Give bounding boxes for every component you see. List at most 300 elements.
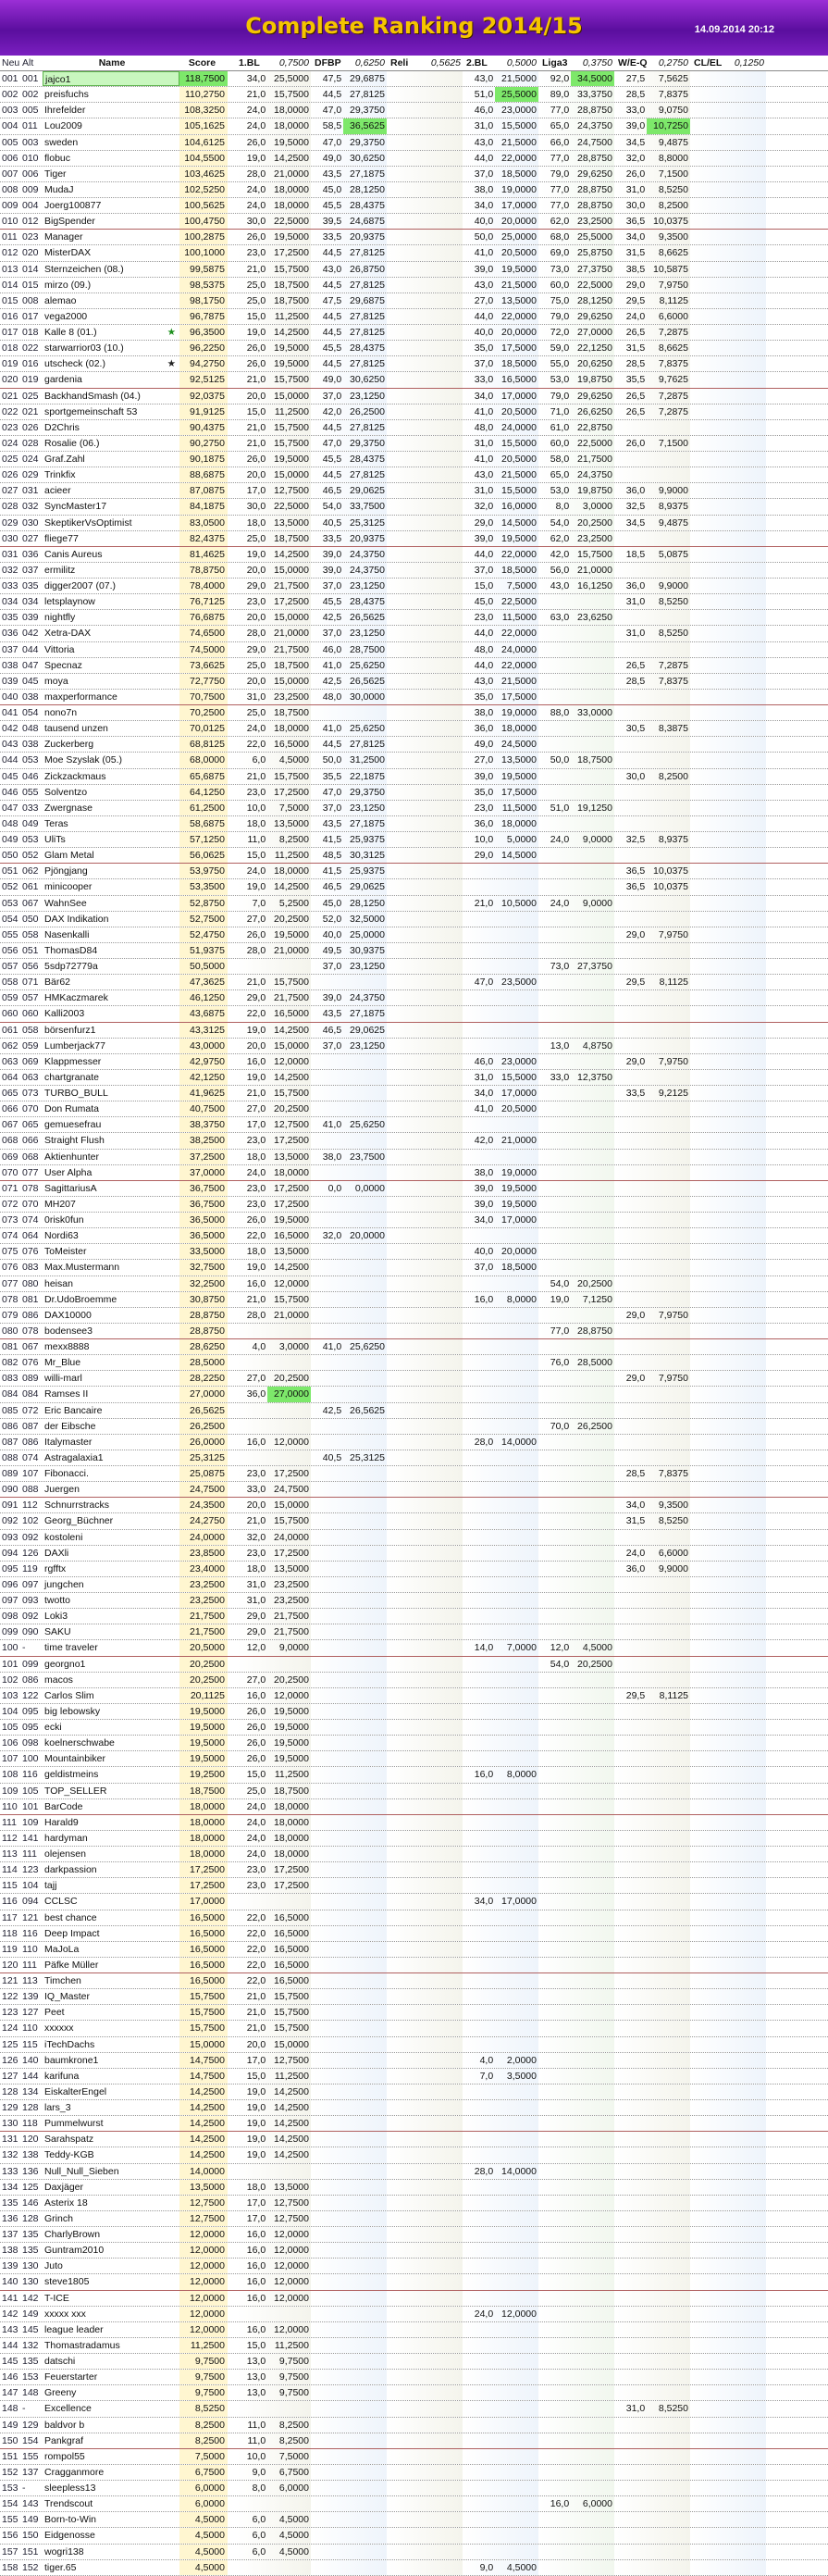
group-cell-DFBP bbox=[313, 1736, 387, 1750]
rank-old: 139 bbox=[22, 1991, 39, 2003]
player-name[interactable]: Carlos Slim bbox=[44, 1689, 94, 1701]
weighted-points: 12,0000 bbox=[274, 2323, 309, 2335]
player-name[interactable]: letsplaynow bbox=[44, 596, 95, 608]
player-name[interactable]: Astragalaxia1 bbox=[44, 1451, 104, 1463]
raw-points bbox=[692, 690, 723, 704]
player-name[interactable]: Greeny bbox=[44, 2387, 77, 2399]
weighted-points bbox=[495, 2385, 538, 2400]
weighted-points: 21,5000 bbox=[501, 136, 537, 148]
group-cell-Liga3 bbox=[540, 1070, 614, 1085]
group-cell-W/E-Q bbox=[616, 2449, 690, 2464]
raw-points bbox=[313, 2005, 343, 2020]
player-name[interactable]: IQ_Master bbox=[44, 1991, 91, 2003]
player-name[interactable]: baldvor b bbox=[44, 2419, 85, 2431]
raw-points: 28,5 bbox=[625, 675, 646, 687]
raw-points: 18,0 bbox=[246, 1562, 266, 1574]
player-name[interactable]: Mr_Blue bbox=[44, 1357, 81, 1369]
player-name[interactable]: tajj bbox=[44, 1880, 57, 1892]
group-cell-2.BL bbox=[464, 2338, 538, 2353]
player-name[interactable]: 0risk0fun bbox=[44, 1214, 84, 1226]
player-name[interactable]: Xetra-DAX bbox=[44, 628, 92, 640]
weighted-points bbox=[419, 1276, 463, 1291]
player-name[interactable]: User Alpha bbox=[44, 1166, 93, 1178]
player-name[interactable]: Zwergnase bbox=[44, 802, 93, 814]
player-name[interactable]: UliTs bbox=[44, 834, 66, 845]
weighted-points bbox=[723, 1910, 766, 1925]
player-name[interactable]: Juergen bbox=[44, 1484, 80, 1496]
group-cell-CL/EL bbox=[692, 721, 766, 736]
player-name[interactable]: Georg_Büchner bbox=[44, 1515, 114, 1527]
player-name[interactable]: BackhandSmash (04.) bbox=[44, 390, 141, 402]
group-cell-Reli bbox=[389, 1847, 463, 1861]
header-group-0[interactable] bbox=[237, 56, 311, 70]
group-cell-CL/EL bbox=[692, 1498, 766, 1512]
group-cell-DFBP bbox=[313, 2370, 387, 2384]
raw-points: 22,0 bbox=[246, 1943, 266, 1955]
weighted-points: 8,2500 bbox=[278, 2434, 309, 2446]
player-name[interactable]: jajco1 bbox=[43, 71, 179, 86]
raw-points bbox=[464, 2274, 495, 2289]
player-name[interactable]: Glam Metal bbox=[44, 850, 94, 862]
player-name[interactable]: best chance bbox=[44, 1911, 97, 1923]
group-cell-Liga3 bbox=[540, 1450, 614, 1465]
group-cell-Reli bbox=[389, 1624, 463, 1639]
total-score: 104,5500 bbox=[179, 151, 228, 166]
player-name[interactable]: kostoleni bbox=[44, 1531, 83, 1543]
group-cell-Reli bbox=[389, 1450, 463, 1465]
player-name[interactable]: sleepless13 bbox=[44, 2483, 96, 2494]
rank-new: 023 bbox=[2, 421, 19, 433]
player-name[interactable]: Ihrefelder bbox=[44, 105, 86, 117]
weighted-points bbox=[571, 1117, 614, 1132]
player-name[interactable]: Pankgraf bbox=[44, 2434, 84, 2446]
player-name[interactable]: acieer bbox=[44, 485, 71, 497]
weighted-points: 17,5000 bbox=[501, 342, 537, 355]
rank-old: 110 bbox=[22, 2022, 38, 2035]
player-name[interactable]: ToMeister bbox=[44, 1246, 87, 1258]
player-name[interactable]: sweden bbox=[44, 136, 79, 148]
player-name[interactable]: tiger.65 bbox=[44, 2561, 77, 2573]
raw-points bbox=[389, 1292, 419, 1307]
player-name[interactable]: nightfly bbox=[44, 612, 76, 624]
raw-points bbox=[389, 658, 419, 673]
player-name[interactable]: Teddy-KGB bbox=[44, 2149, 94, 2161]
player-name[interactable]: Aktienhunter bbox=[44, 1151, 99, 1163]
player-name[interactable]: Deep Impact bbox=[44, 1927, 100, 1939]
player-name[interactable]: moya bbox=[44, 675, 68, 687]
player-name[interactable]: MisterDAX bbox=[44, 247, 92, 259]
player-name[interactable]: Manager bbox=[44, 231, 83, 243]
player-name[interactable]: SkeptikerVsOptimist bbox=[44, 516, 132, 529]
raw-points: 21,0 bbox=[246, 2022, 266, 2035]
group-cell-Reli bbox=[389, 642, 463, 657]
raw-points bbox=[540, 674, 571, 689]
player-name[interactable]: league leader bbox=[44, 2323, 104, 2335]
raw-points bbox=[389, 483, 419, 498]
player-name[interactable]: Moe Szyslak (05.) bbox=[44, 754, 123, 766]
group-cell-DFBP bbox=[313, 1466, 387, 1481]
player-name[interactable]: ThomasD84 bbox=[44, 944, 98, 956]
raw-points: 30,5 bbox=[625, 723, 646, 735]
player-name[interactable]: geldistmeins bbox=[44, 1769, 99, 1781]
player-name[interactable]: BigSpender bbox=[44, 216, 95, 228]
group-cell-DFBP bbox=[313, 2322, 387, 2337]
group-cell-CL/EL bbox=[692, 879, 766, 894]
player-name[interactable]: T-ICE bbox=[44, 2292, 69, 2304]
group-cell-W/E-Q bbox=[616, 1624, 690, 1639]
player-name[interactable]: Dr.UdoBroemme bbox=[44, 1293, 117, 1305]
player-name[interactable]: MaJoLa bbox=[44, 1943, 80, 1955]
player-name[interactable]: Canis Aureus bbox=[44, 548, 103, 560]
group-cell-DFBP bbox=[313, 2291, 387, 2306]
player-name[interactable]: Zickzackmaus bbox=[44, 770, 106, 782]
player-name[interactable]: Guntram2010 bbox=[44, 2245, 105, 2257]
player-name[interactable]: ecki bbox=[44, 1722, 62, 1733]
raw-points bbox=[389, 1562, 419, 1576]
player-name[interactable]: Pjöngjang bbox=[44, 865, 88, 877]
raw-points bbox=[313, 1688, 343, 1703]
raw-points bbox=[389, 151, 419, 166]
weighted-points: 17,5000 bbox=[501, 691, 537, 703]
total-score: 100,1000 bbox=[179, 245, 228, 260]
player-name[interactable]: Daxjäger bbox=[44, 2181, 84, 2193]
player-name[interactable]: willi-marl bbox=[44, 1373, 82, 1385]
player-name[interactable]: preisfuchs bbox=[44, 89, 89, 101]
weighted-points bbox=[495, 2370, 538, 2384]
player-name[interactable]: Joerg100877 bbox=[44, 200, 102, 211]
raw-points bbox=[692, 610, 723, 625]
weighted-points: 17,2500 bbox=[274, 786, 309, 798]
player-name[interactable]: darkpassion bbox=[44, 1864, 97, 1876]
player-name[interactable]: CCLSC bbox=[44, 1896, 78, 1908]
group-cell-CL/EL bbox=[692, 2069, 766, 2084]
player-name[interactable]: Italymaster bbox=[44, 1436, 93, 1448]
header-group-1[interactable] bbox=[313, 56, 387, 70]
group-cell-Reli bbox=[389, 2211, 463, 2226]
raw-points bbox=[692, 531, 723, 546]
player-name[interactable]: rgfftx bbox=[44, 1562, 67, 1574]
raw-points bbox=[692, 1736, 723, 1750]
rank-new: 084 bbox=[2, 1388, 19, 1400]
raw-points bbox=[389, 1181, 419, 1196]
player-name[interactable]: utscheck (02.) ★ bbox=[43, 356, 179, 371]
player-name[interactable]: Grinch bbox=[44, 2212, 73, 2224]
player-name[interactable]: jungchen bbox=[44, 1578, 84, 1590]
player-name[interactable]: fliege77 bbox=[44, 532, 79, 544]
raw-points bbox=[540, 2116, 571, 2131]
player-name[interactable]: CharlyBrown bbox=[44, 2229, 101, 2240]
raw-points bbox=[692, 1101, 723, 1116]
header-group-4[interactable] bbox=[540, 56, 614, 70]
group-cell-Reli bbox=[389, 1815, 463, 1830]
player-name[interactable]: Ramses II bbox=[44, 1388, 89, 1400]
weighted-points: 6,6000 bbox=[658, 1547, 688, 1559]
header-name[interactable]: Name bbox=[98, 57, 126, 68]
player-name[interactable]: börsenfurz1 bbox=[44, 1024, 96, 1036]
player-name[interactable]: Lumberjack77 bbox=[44, 1039, 105, 1052]
header-group-2[interactable] bbox=[389, 56, 463, 70]
player-name[interactable]: wogri138 bbox=[44, 2545, 84, 2557]
weighted-points: 4,5000 bbox=[278, 2545, 309, 2557]
player-name[interactable]: Kalle 8 (01.) ★ bbox=[43, 325, 179, 340]
player-name[interactable]: DAXli bbox=[44, 1547, 69, 1559]
player-name[interactable]: Trinkfix bbox=[44, 469, 76, 481]
player-name[interactable]: rompol55 bbox=[44, 2450, 85, 2462]
player-name[interactable]: Loki3 bbox=[44, 1611, 68, 1623]
group-cell-1.BL bbox=[237, 1308, 311, 1323]
player-name[interactable]: Nordi63 bbox=[44, 1230, 79, 1242]
player-name[interactable]: WahnSee bbox=[44, 897, 87, 909]
player-name[interactable]: baumkrone1 bbox=[44, 2054, 99, 2066]
player-name[interactable]: EiskalterEngel bbox=[44, 2085, 107, 2097]
player-name[interactable]: iTechDachs bbox=[44, 2038, 95, 2050]
player-name[interactable]: Pummelwurst bbox=[44, 2118, 104, 2130]
raw-points: 31,0 bbox=[246, 1578, 266, 1590]
raw-points: 22,0 bbox=[246, 739, 266, 751]
player-name[interactable]: xxxxx xxx bbox=[44, 2308, 86, 2320]
raw-points bbox=[389, 182, 419, 197]
player-name[interactable]: BarCode bbox=[44, 1800, 83, 1812]
player-name[interactable]: DAX10000 bbox=[44, 1309, 92, 1321]
player-name[interactable]: Rosalie (06.) bbox=[44, 437, 100, 449]
weighted-points bbox=[647, 2274, 690, 2289]
player-name[interactable]: digger2007 (07.) bbox=[44, 580, 117, 591]
player-name[interactable]: Born-to-Win bbox=[44, 2514, 97, 2526]
player-name[interactable]: TOP_SELLER bbox=[44, 1785, 107, 1797]
player-name[interactable]: ermilitz bbox=[44, 564, 76, 576]
player-name[interactable]: starwarrior03 (10.) bbox=[44, 342, 124, 355]
player-name[interactable]: Don Rumata bbox=[44, 1103, 99, 1115]
player-name[interactable]: flobuc bbox=[44, 152, 71, 164]
player-name[interactable]: Sternzeichen (08.) bbox=[44, 263, 124, 275]
raw-points bbox=[616, 2560, 647, 2575]
player-name[interactable]: Kalli2003 bbox=[44, 1008, 85, 1020]
player-name[interactable]: Specnaz bbox=[44, 659, 82, 671]
player-name[interactable]: Päfke Müller bbox=[44, 1959, 99, 1971]
group-cell-1.BL bbox=[237, 167, 311, 181]
player-name[interactable]: Vittoria bbox=[44, 643, 75, 655]
raw-points bbox=[540, 1831, 571, 1846]
player-name[interactable]: der Eibsche bbox=[44, 1420, 96, 1432]
player-name[interactable]: hardyman bbox=[44, 1832, 88, 1844]
player-name[interactable]: SAKU bbox=[44, 1626, 71, 1638]
player-name[interactable]: vega2000 bbox=[44, 310, 88, 322]
player-name[interactable]: georgno1 bbox=[44, 1658, 86, 1670]
player-name[interactable]: Eric Bancaire bbox=[44, 1404, 103, 1416]
total-score: 16,5000 bbox=[179, 1973, 228, 1988]
player-name[interactable]: SagittariusA bbox=[44, 1182, 97, 1194]
total-score: 52,7500 bbox=[179, 912, 228, 927]
player-name[interactable]: gemuesefrau bbox=[44, 1119, 102, 1131]
player-name[interactable]: Timchen bbox=[44, 1975, 81, 1986]
rank-new: 047 bbox=[2, 802, 19, 814]
raw-points bbox=[389, 1355, 419, 1370]
header-neu[interactable]: Neu bbox=[2, 57, 20, 68]
player-name[interactable]: Lou2009 bbox=[44, 120, 82, 132]
player-name[interactable]: Asterix 18 bbox=[44, 2196, 88, 2209]
group-cell-1.BL bbox=[237, 1260, 311, 1275]
player-name[interactable]: Juto bbox=[44, 2260, 63, 2272]
player-name[interactable]: alemao bbox=[44, 294, 77, 306]
raw-points: 24,0 bbox=[246, 1832, 266, 1844]
group-cell-Reli bbox=[389, 1989, 463, 2004]
weighted-points bbox=[723, 816, 766, 831]
raw-points bbox=[616, 1070, 647, 1085]
player-name[interactable]: minicooper bbox=[44, 881, 93, 893]
player-name[interactable]: bodensee3 bbox=[44, 1325, 93, 1337]
player-name[interactable]: Teras bbox=[44, 817, 68, 829]
player-name[interactable]: Bär62 bbox=[44, 977, 71, 989]
player-name[interactable]: Fibonacci. bbox=[44, 1468, 89, 1479]
player-name[interactable]: Straight Flush bbox=[44, 1135, 105, 1147]
weighted-points bbox=[571, 2021, 614, 2035]
weighted-points bbox=[723, 1086, 766, 1101]
player-name[interactable]: gardenia bbox=[44, 374, 82, 386]
raw-points: 31,0 bbox=[474, 485, 494, 497]
player-name[interactable]: Zuckerberg bbox=[44, 739, 94, 751]
group-cell-CL/EL bbox=[692, 1466, 766, 1481]
player-name[interactable]: Graf.Zahl bbox=[44, 454, 85, 465]
player-name[interactable]: Schnurrstracks bbox=[44, 1500, 110, 1512]
raw-points: 29,5 bbox=[625, 977, 646, 989]
player-name[interactable]: olejensen bbox=[44, 1848, 86, 1860]
player-name[interactable]: Mountainbiker bbox=[44, 1753, 105, 1765]
group-cell-Reli bbox=[389, 737, 463, 752]
raw-points bbox=[692, 1482, 723, 1497]
player-name[interactable]: maxperformance bbox=[44, 691, 117, 703]
raw-points bbox=[540, 2005, 571, 2020]
player-name[interactable]: Trendscout bbox=[44, 2498, 93, 2510]
player-name[interactable]: Sarahspatz bbox=[44, 2134, 94, 2146]
rank-new: 107 bbox=[2, 1753, 19, 1765]
player-name[interactable]: Thomastradamus bbox=[44, 2339, 120, 2351]
group-cell-2.BL bbox=[464, 658, 538, 673]
player-name[interactable]: Max.Mustermann bbox=[44, 1262, 120, 1274]
raw-points bbox=[692, 2053, 723, 2068]
weighted-points: 7,0000 bbox=[506, 1642, 537, 1654]
weighted-points bbox=[647, 1624, 690, 1639]
weighted-points: 15,7500 bbox=[274, 1293, 309, 1305]
player-name[interactable]: nono7n bbox=[44, 707, 78, 718]
table-row bbox=[0, 2481, 828, 2496]
raw-points bbox=[464, 1513, 495, 1528]
raw-points bbox=[616, 1530, 647, 1545]
group-cell-Liga3 bbox=[540, 372, 614, 387]
player-name[interactable]: big lebowsky bbox=[44, 1705, 101, 1717]
weighted-points bbox=[419, 563, 463, 578]
player-name[interactable]: mexx8888 bbox=[44, 1341, 90, 1352]
player-name[interactable]: mirzo (09.) bbox=[44, 279, 92, 291]
player-name[interactable]: xxxxxx bbox=[44, 2022, 74, 2035]
player-name[interactable]: tausend unzen bbox=[44, 723, 108, 735]
raw-points bbox=[540, 1989, 571, 2004]
player-name[interactable]: Peet bbox=[44, 2007, 65, 2019]
group-cell-Liga3 bbox=[540, 801, 614, 815]
player-name[interactable]: HMKaczmarek bbox=[44, 992, 108, 1004]
player-name[interactable]: karifuna bbox=[44, 2070, 80, 2082]
weighted-points: 8,5250 bbox=[658, 596, 688, 608]
player-name[interactable]: Solventzo bbox=[44, 786, 88, 798]
weighted-points bbox=[419, 1513, 463, 1528]
header-group-weight: 0,5000 bbox=[506, 57, 537, 68]
player-name[interactable]: Excellence bbox=[44, 2403, 92, 2415]
player-name[interactable]: chartgranate bbox=[44, 1071, 99, 1083]
weighted-points: 18,7500 bbox=[274, 532, 309, 544]
player-name[interactable]: Nasenkalli bbox=[44, 928, 90, 940]
header-group-6[interactable] bbox=[692, 56, 766, 70]
player-name[interactable]: koelnerschwabe bbox=[44, 1737, 115, 1749]
raw-points bbox=[313, 2545, 343, 2559]
total-score: 53,3500 bbox=[179, 879, 228, 894]
rank-new: 034 bbox=[2, 596, 19, 608]
player-name[interactable]: datschi bbox=[44, 2356, 76, 2367]
player-name[interactable]: heisan bbox=[44, 1277, 73, 1289]
player-name[interactable]: D2Chris bbox=[44, 421, 80, 433]
player-name[interactable]: TURBO_BULL bbox=[44, 1088, 108, 1099]
raw-points: 6,0 bbox=[252, 754, 266, 766]
raw-points bbox=[464, 2433, 495, 2448]
rank-new: 095 bbox=[2, 1562, 19, 1574]
rank-old: 034 bbox=[22, 596, 39, 608]
player-name[interactable]: time traveler bbox=[44, 1642, 98, 1654]
weighted-points bbox=[723, 2053, 766, 2068]
player-name[interactable]: Tiger bbox=[44, 168, 67, 180]
player-name[interactable]: lars_3 bbox=[44, 2102, 71, 2113]
player-name[interactable]: Null_Null_Sieben bbox=[44, 2165, 119, 2177]
weighted-points bbox=[495, 2401, 538, 2416]
raw-points bbox=[692, 452, 723, 467]
weighted-points: 26,2500 bbox=[577, 1420, 612, 1432]
player-name[interactable]: MH207 bbox=[44, 1198, 76, 1210]
player-name[interactable]: Cragganmore bbox=[44, 2466, 105, 2478]
player-name[interactable]: steve1805 bbox=[44, 2276, 90, 2288]
group-cell-Liga3 bbox=[540, 2005, 614, 2020]
player-name[interactable]: twotto bbox=[44, 1595, 71, 1606]
player-name[interactable]: macos bbox=[44, 1674, 73, 1686]
group-cell-CL/EL bbox=[692, 452, 766, 467]
header-group-5[interactable] bbox=[616, 56, 690, 70]
header-alt[interactable]: Alt bbox=[22, 57, 34, 68]
player-name[interactable]: 5sdp72779a bbox=[44, 961, 98, 972]
player-name[interactable]: Feuerstarter bbox=[44, 2371, 98, 2383]
header-group-3[interactable] bbox=[464, 56, 538, 70]
rank-old: 061 bbox=[22, 881, 39, 893]
player-name[interactable]: MudaJ bbox=[44, 183, 74, 195]
weighted-points bbox=[647, 1197, 690, 1212]
weighted-points bbox=[419, 483, 463, 498]
player-name[interactable]: sportgemeinschaft 53 bbox=[44, 405, 138, 417]
raw-points bbox=[389, 293, 419, 308]
group-cell-1.BL bbox=[237, 2338, 311, 2353]
total-score: 98,5375 bbox=[179, 278, 228, 292]
raw-points bbox=[389, 1244, 419, 1259]
player-name[interactable]: Harald9 bbox=[44, 1816, 79, 1828]
group-cell-2.BL bbox=[464, 278, 538, 292]
player-name[interactable]: Eidgenosse bbox=[44, 2530, 95, 2542]
table-row bbox=[0, 626, 828, 641]
player-name[interactable]: SyncMaster17 bbox=[44, 501, 107, 513]
table-row bbox=[0, 2227, 828, 2243]
group-cell-Liga3 bbox=[540, 2385, 614, 2400]
player-name[interactable]: DAX Indikation bbox=[44, 913, 109, 925]
player-name[interactable]: Klappmesser bbox=[44, 1055, 102, 1067]
rank-new: 052 bbox=[2, 881, 19, 893]
header-score[interactable]: Score bbox=[179, 56, 228, 70]
rank-new: 131 bbox=[2, 2134, 19, 2146]
rank-new: 050 bbox=[2, 850, 19, 862]
group-cell-1.BL bbox=[237, 1276, 311, 1291]
rank-new: 029 bbox=[2, 516, 19, 529]
